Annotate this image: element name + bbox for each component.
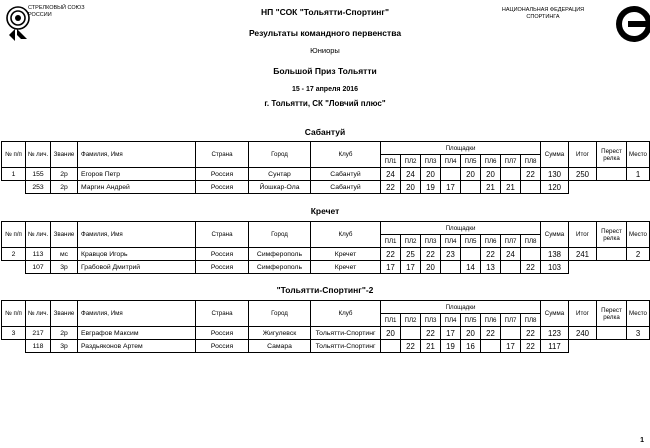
col-pl8: ПЛ8 — [521, 314, 541, 327]
city-cell: Симферополь — [249, 261, 311, 274]
score-cell: 20 — [481, 168, 501, 181]
score-cell: 22 — [481, 327, 501, 340]
col-pl4: ПЛ4 — [441, 235, 461, 248]
sum-cell: 123 — [541, 327, 569, 340]
col-pl6: ПЛ6 — [481, 155, 501, 168]
col-pl4: ПЛ4 — [441, 314, 461, 327]
sum-cell: 103 — [541, 261, 569, 274]
col-rank: Звание — [51, 222, 78, 248]
shootoff-cell — [597, 168, 627, 181]
col-pl3: ПЛ3 — [421, 155, 441, 168]
team-table — [1, 141, 650, 194]
city-cell: Йошкар-Ола — [249, 181, 311, 194]
country-cell: Россия — [196, 261, 249, 274]
col-shootoff: Перест релка — [597, 142, 627, 168]
country-cell: Россия — [196, 327, 249, 340]
col-shootoff: Перест релка — [597, 222, 627, 248]
score-cell: 22 — [381, 181, 401, 194]
col-pl2: ПЛ2 — [401, 314, 421, 327]
score-cell: 16 — [461, 340, 481, 353]
col-city: Город — [249, 142, 311, 168]
name-cell: Егоров Петр — [78, 168, 196, 181]
score-cell: 14 — [461, 261, 481, 274]
score-cell: 19 — [441, 340, 461, 353]
team-title: "Тольятти-Спортинг"-2 — [276, 285, 374, 295]
col-pl5: ПЛ5 — [461, 235, 481, 248]
name-cell: Евграфов Максим — [78, 327, 196, 340]
page-number: 1 — [640, 437, 644, 444]
sum-cell: 120 — [541, 181, 569, 194]
col-areas: Площадки — [381, 222, 541, 235]
col-place: Место — [627, 142, 650, 168]
col-pl1: ПЛ1 — [381, 235, 401, 248]
col-shootoff: Перест релка — [597, 301, 627, 327]
name-cell: Кравцов Игорь — [78, 248, 196, 261]
col-place: Место — [627, 301, 650, 327]
score-cell: 22 — [421, 327, 441, 340]
score-cell: 20 — [461, 168, 481, 181]
table-row — [2, 168, 650, 181]
left-org-line1: СТРЕЛКОВЫЙ СОЮЗ — [28, 5, 85, 11]
category-label: Юниоры — [310, 46, 340, 55]
score-cell: 22 — [381, 248, 401, 261]
country-cell: Россия — [196, 248, 249, 261]
bib-cell: 107 — [26, 261, 51, 274]
team-total: 241 — [569, 248, 597, 261]
score-cell: 20 — [401, 181, 421, 194]
country-cell: Россия — [196, 181, 249, 194]
col-club: Клуб — [311, 301, 381, 327]
col-sum: Сумма — [541, 142, 569, 168]
col-pl3: ПЛ3 — [421, 235, 441, 248]
col-country: Страна — [196, 222, 249, 248]
rank-cell: 2р — [51, 327, 78, 340]
score-cell: 21 — [501, 181, 521, 194]
table-header-row — [2, 301, 650, 314]
score-cell: 20 — [381, 327, 401, 340]
col-rank: Звание — [51, 301, 78, 327]
score-cell: 17 — [441, 181, 461, 194]
col-pl2: ПЛ2 — [401, 155, 421, 168]
rank-cell: 2р — [51, 168, 78, 181]
score-cell — [401, 327, 421, 340]
score-cell: 22 — [481, 248, 501, 261]
col-pl7: ПЛ7 — [501, 314, 521, 327]
team-table — [1, 300, 650, 353]
sum-cell: 117 — [541, 340, 569, 353]
col-pl1: ПЛ1 — [381, 155, 401, 168]
col-city: Город — [249, 301, 311, 327]
col-num: № п/п — [2, 222, 26, 248]
event-location: г. Тольятти, СК "Ловчий плюс" — [264, 99, 386, 108]
rank-cell: 3р — [51, 261, 78, 274]
col-name: Фамилия, Имя — [78, 301, 196, 327]
score-cell — [501, 261, 521, 274]
club-cell: Сабантуй — [311, 181, 381, 194]
city-cell: Симферополь — [249, 248, 311, 261]
team-place: 1 — [627, 168, 650, 181]
score-cell: 17 — [381, 261, 401, 274]
col-pl6: ПЛ6 — [481, 314, 501, 327]
score-cell: 21 — [421, 340, 441, 353]
score-cell: 22 — [521, 168, 541, 181]
col-country: Страна — [196, 301, 249, 327]
table-header-row — [2, 222, 650, 235]
col-pl6: ПЛ6 — [481, 235, 501, 248]
right-org-line2: СПОРТИНГА — [526, 13, 560, 20]
sum-cell: 138 — [541, 248, 569, 261]
bib-cell: 155 — [26, 168, 51, 181]
score-cell: 22 — [401, 340, 421, 353]
score-cell: 24 — [401, 168, 421, 181]
score-cell — [501, 327, 521, 340]
col-name: Фамилия, Имя — [78, 222, 196, 248]
score-cell: 24 — [381, 168, 401, 181]
score-cell: 13 — [481, 261, 501, 274]
right-org-line1: НАЦИОНАЛЬНАЯ ФЕДЕРАЦИЯ — [501, 7, 585, 13]
team-title: Сабантуй — [304, 127, 346, 137]
club-cell: Тольятти-Спортинг — [311, 340, 381, 353]
city-cell: Жигулевск — [249, 327, 311, 340]
team-number: 3 — [2, 327, 26, 340]
shootoff-cell — [597, 327, 627, 340]
rank-cell: 3р — [51, 340, 78, 353]
col-bib: № лич. — [26, 222, 51, 248]
score-cell — [461, 248, 481, 261]
score-cell: 22 — [521, 340, 541, 353]
left-org-line2: РОССИИ — [28, 11, 52, 18]
page-title: Результаты командного первенства — [248, 28, 402, 38]
score-cell: 17 — [401, 261, 421, 274]
team-total: 240 — [569, 327, 597, 340]
name-cell: Раздьяконов Артем — [78, 340, 196, 353]
col-bib: № лич. — [26, 142, 51, 168]
table-row — [2, 327, 650, 340]
col-club: Клуб — [311, 222, 381, 248]
score-cell — [441, 261, 461, 274]
col-name: Фамилия, Имя — [78, 142, 196, 168]
bib-cell: 118 — [26, 340, 51, 353]
team-place: 2 — [627, 248, 650, 261]
score-cell — [501, 168, 521, 181]
col-sum: Сумма — [541, 301, 569, 327]
score-cell — [461, 181, 481, 194]
col-num: № п/п — [2, 142, 26, 168]
col-club: Клуб — [311, 142, 381, 168]
team-number: 2 — [2, 248, 26, 261]
bib-cell: 253 — [26, 181, 51, 194]
country-cell: Россия — [196, 168, 249, 181]
col-areas: Площадки — [381, 142, 541, 155]
col-bib: № лич. — [26, 301, 51, 327]
score-cell — [441, 168, 461, 181]
score-cell — [481, 340, 501, 353]
score-cell: 20 — [421, 261, 441, 274]
score-cell: 22 — [521, 327, 541, 340]
team-total: 250 — [569, 168, 597, 181]
score-cell: 21 — [481, 181, 501, 194]
organizer-title: НП "СОК "Тольятти-Спортинг" — [261, 7, 389, 17]
col-place: Место — [627, 222, 650, 248]
score-cell: 22 — [421, 248, 441, 261]
score-cell: 20 — [461, 327, 481, 340]
col-sum: Сумма — [541, 222, 569, 248]
name-cell: Грабовой Дмитрий — [78, 261, 196, 274]
club-cell: Сабантуй — [311, 168, 381, 181]
col-total: Итог — [569, 301, 597, 327]
country-cell: Россия — [196, 340, 249, 353]
col-pl3: ПЛ3 — [421, 314, 441, 327]
table-row — [2, 181, 650, 194]
col-pl8: ПЛ8 — [521, 155, 541, 168]
club-cell: Тольятти-Спортинг — [311, 327, 381, 340]
rank-cell: 2р — [51, 181, 78, 194]
event-dates: 15 - 17 апреля 2016 — [291, 86, 359, 93]
col-pl4: ПЛ4 — [441, 155, 461, 168]
score-cell: 17 — [501, 340, 521, 353]
bib-cell: 217 — [26, 327, 51, 340]
score-cell: 17 — [441, 327, 461, 340]
score-cell: 19 — [421, 181, 441, 194]
score-cell — [381, 340, 401, 353]
table-row — [2, 340, 650, 353]
table-header-row — [2, 142, 650, 155]
col-city: Город — [249, 222, 311, 248]
col-pl2: ПЛ2 — [401, 235, 421, 248]
event-name: Большой Приз Тольятти — [273, 66, 377, 76]
score-cell: 22 — [521, 261, 541, 274]
col-areas: Площадки — [381, 301, 541, 314]
table-row — [2, 261, 650, 274]
col-country: Страна — [196, 142, 249, 168]
team-table — [1, 221, 650, 274]
score-cell: 20 — [421, 168, 441, 181]
team-place: 3 — [627, 327, 650, 340]
col-pl7: ПЛ7 — [501, 235, 521, 248]
rank-cell: мс — [51, 248, 78, 261]
club-cell: Кречет — [311, 248, 381, 261]
shootoff-cell — [597, 248, 627, 261]
club-cell: Кречет — [311, 261, 381, 274]
city-cell: Самара — [249, 340, 311, 353]
score-cell: 25 — [401, 248, 421, 261]
col-num: № п/п — [2, 301, 26, 327]
col-total: Итог — [569, 222, 597, 248]
col-rank: Звание — [51, 142, 78, 168]
sum-cell: 130 — [541, 168, 569, 181]
score-cell — [521, 181, 541, 194]
score-cell: 23 — [441, 248, 461, 261]
bib-cell: 113 — [26, 248, 51, 261]
team-title: Кречет — [310, 206, 340, 216]
col-total: Итог — [569, 142, 597, 168]
col-pl5: ПЛ5 — [461, 314, 481, 327]
team-number: 1 — [2, 168, 26, 181]
col-pl5: ПЛ5 — [461, 155, 481, 168]
col-pl1: ПЛ1 — [381, 314, 401, 327]
name-cell: Маргин Андрей — [78, 181, 196, 194]
score-cell — [521, 248, 541, 261]
score-cell: 24 — [501, 248, 521, 261]
col-pl7: ПЛ7 — [501, 155, 521, 168]
col-pl8: ПЛ8 — [521, 235, 541, 248]
table-row — [2, 248, 650, 261]
city-cell: Сунтар — [249, 168, 311, 181]
